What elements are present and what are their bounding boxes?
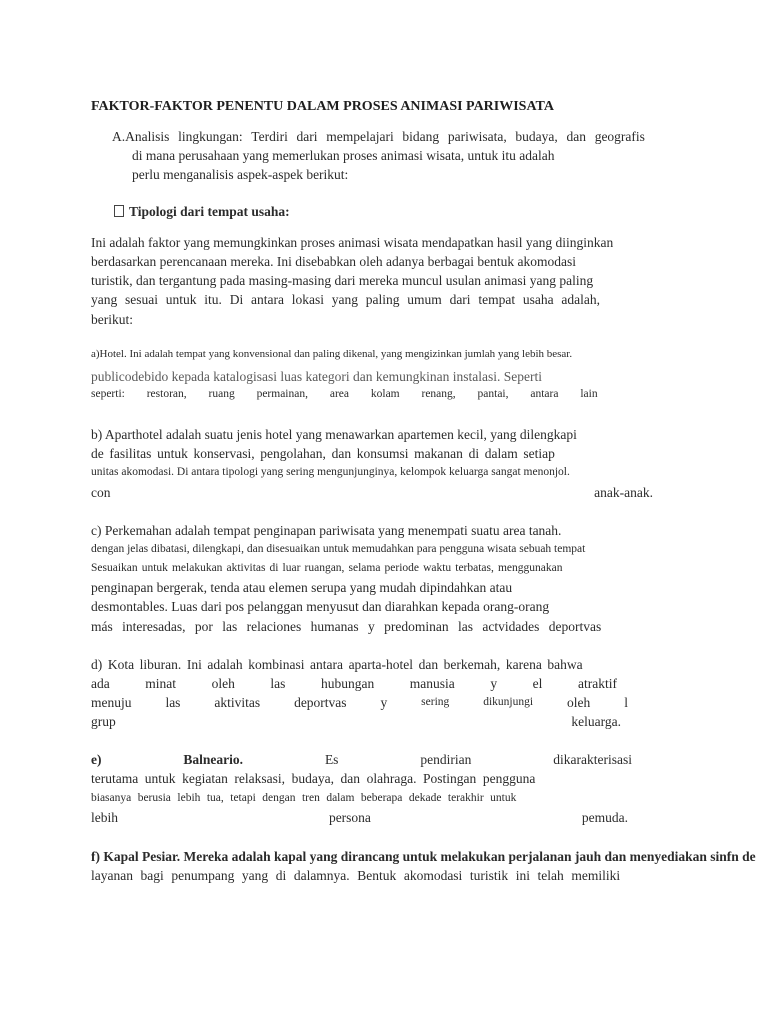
item-c-line-6: más interesadas, por las relaciones humanas y predominan las actvidades deportvas bbox=[91, 619, 602, 634]
item-c-line-3: Sesuaikan untuk melakukan aktivitas di luar ruangan, selama periode waktu terbatas, menggunakan bbox=[91, 562, 563, 574]
item-d-line-3-text: menuju las aktivitas deportvas y sering dikunjungi oleh l bbox=[91, 695, 628, 710]
intro-line-2: berdasarkan perencanaan mereka. Ini disebabkan oleh adanya berbagai bentuk akomodasi bbox=[91, 254, 577, 269]
item-e-line-1-text: e) Balneario. Es pendirian dikarakterisasi bbox=[91, 752, 632, 767]
item-a-line-2: publicodebido kepada katalogisasi luas kategori dan kemungkinan instalasi. Seperti bbox=[91, 369, 543, 384]
section-a-line-1-text: A.Analisis lingkungan: Terdiri dari mempelajari bidang pariwisata, budaya, dan geografis bbox=[112, 129, 645, 144]
document-title: FAKTOR-FAKTOR PENENTU DALAM PROSES ANIMASI PARIWISATA bbox=[91, 99, 554, 114]
item-c-line-4: penginapan bergerak, tenda atau elemen serupa yang mudah dipindahkan atau bbox=[91, 580, 513, 595]
item-d-line-4-text: grup keluarga. bbox=[91, 714, 621, 729]
item-d-line-1: d) Kota liburan. Ini adalah kombinasi antara aparta-hotel dan berkemah, karena bahwa bbox=[91, 657, 583, 672]
intro-line-3: turistik, dan tergantung pada masing-masing dari mereka muncul usulan animasi yang paling bbox=[91, 273, 594, 288]
section-a-line-1 bbox=[112, 127, 645, 146]
item-f-line-1-text: f) Kapal Pesiar. Mereka adalah kapal yang dirancang untuk melakukan perjalanan jauh dan menyediakan sinfn de bbox=[91, 849, 756, 864]
missing-glyph-icon bbox=[114, 205, 124, 217]
item-f-line-2: layanan bagi penumpang yang di dalamnya. Bentuk akomodasi turistik ini telah memiliki bbox=[91, 868, 621, 883]
intro-line-1: Ini adalah faktor yang memungkinkan proses animasi wisata mendapatkan hasil yang diinginkan bbox=[91, 235, 614, 250]
item-b-line-4 bbox=[91, 483, 653, 502]
item-e-line-4 bbox=[91, 808, 628, 827]
item-b-line-2: de fasilitas untuk konservasi, pengolahan, dan konsumsi makanan di dalam setiap bbox=[91, 446, 555, 461]
subheading-text: Tipologi dari tempat usaha: bbox=[129, 204, 290, 219]
intro-line-4: yang sesuai untuk itu. Di antara lokasi yang paling umum dari tempat usaha adalah, bbox=[91, 292, 600, 307]
item-c-line-2: dengan jelas dibatasi, dilengkapi, dan disesuaikan untuk memudahkan para pengguna wisata sebuah tempat bbox=[91, 543, 586, 555]
item-e-line-1 bbox=[91, 750, 632, 769]
section-a-line-3: perlu menganalisis aspek-aspek berikut: bbox=[132, 167, 349, 182]
item-b-line-3: unitas akomodasi. Di antara tipologi yang sering mengunjunginya, kelompok keluarga sangat menonjol. bbox=[91, 466, 570, 478]
item-d-line-4 bbox=[91, 712, 621, 731]
item-c-line-1: c) Perkemahan adalah tempat penginapan pariwisata yang menempati suatu area tanah. bbox=[91, 523, 562, 538]
item-f-line-1 bbox=[91, 847, 756, 866]
item-c-line-5: desmontables. Luas dari pos pelanggan menyusut dan diarahkan kepada orang-orang bbox=[91, 599, 550, 614]
section-a-line-2: di mana perusahaan yang memerlukan proses animasi wisata, untuk itu adalah bbox=[132, 148, 555, 163]
item-d-line-2 bbox=[91, 674, 617, 693]
item-d-line-3 bbox=[91, 693, 628, 712]
item-a-line-3: seperti: restoran, ruang permainan, area kolam renang, pantai, antara lain bbox=[91, 388, 598, 400]
subheading bbox=[114, 202, 290, 221]
item-e-line-2: terutama untuk kegiatan relaksasi, budaya, dan olahraga. Postingan pengguna bbox=[91, 771, 536, 786]
item-e-line-3: biasanya berusia lebih tua, tetapi dengan tren dalam beberapa dekade terakhir untuk bbox=[91, 792, 517, 804]
item-a-line-1: a)Hotel. Ini adalah tempat yang konvensional dan paling dikenal, yang mengizinkan jumlah yang lebih besar. bbox=[91, 348, 573, 360]
item-e-line-4-text: lebih persona pemuda. bbox=[91, 810, 628, 825]
intro-line-5: berikut: bbox=[91, 312, 133, 327]
item-d-line-2-text: ada minat oleh las hubungan manusia y el atraktif bbox=[91, 676, 617, 691]
item-b-line-4-text: con anak-anak. bbox=[91, 485, 653, 500]
item-b-line-1: b) Aparthotel adalah suatu jenis hotel yang menawarkan apartemen kecil, yang dilengkapi bbox=[91, 427, 577, 442]
